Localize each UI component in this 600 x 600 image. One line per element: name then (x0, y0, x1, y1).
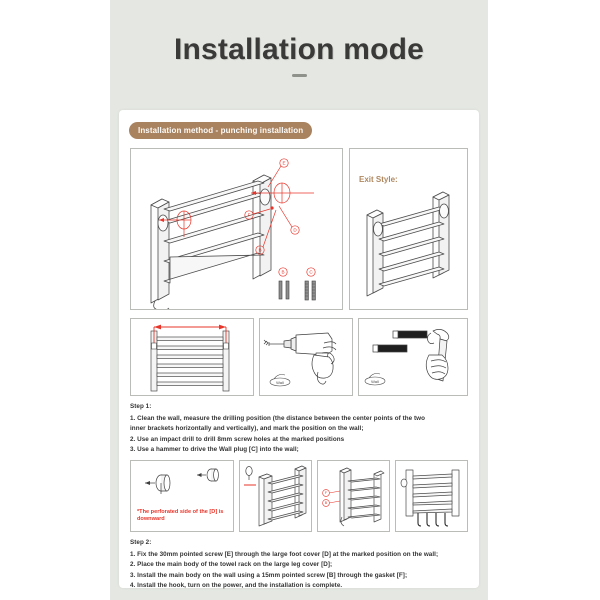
impact-drill-panel (259, 318, 353, 396)
part-label-B: B (281, 269, 285, 275)
callout-F: F (324, 491, 328, 496)
callout-E: E (282, 160, 286, 166)
step2-line-3: 3. Install the main body on the wall using a 15mm pointed screw [B] through the gasket [F]; (130, 571, 408, 579)
callout-F: F (247, 212, 251, 218)
hammer-plug-panel (358, 318, 468, 396)
step2-line-4: 4. Install the hook, turn on the power, and the installation is complete. (130, 582, 343, 589)
foot-cover-warning-text: *The perforated side of the [D] is downward (137, 508, 224, 523)
exit-style-panel (349, 148, 468, 310)
foot-cover-orientation-panel (130, 460, 234, 532)
page-header (110, 0, 488, 110)
callout-B: B (324, 501, 328, 506)
mount-main-body-panel (317, 460, 390, 532)
title-divider (292, 74, 307, 77)
page-title: Installation mode (173, 33, 425, 66)
measure-spacing-panel (130, 318, 254, 396)
install-hook-panel (395, 460, 468, 532)
step1-line-2: inner brackets horizontally and vertically), and mark the position on the wall; (130, 425, 364, 432)
step1-line-3: 2. Use an impact drill to drill 8mm screw holes at the marked positions (130, 435, 345, 443)
step2-line-2: 2. Place the main body of the towel rack on the large leg cover [D]; (130, 561, 333, 568)
fix-foot-cover-panel (239, 460, 312, 532)
step1-text (130, 402, 475, 456)
wall-label: Wall (371, 378, 379, 384)
step1-heading: Step 1: (130, 403, 152, 410)
wall-label: Wall (276, 379, 284, 385)
step2-line-1: 1. Fix the 30mm pointed screw [E] through the large foot cover [D] at the marked position on the wall; (130, 550, 439, 558)
callout-D: D (293, 227, 297, 233)
step1-line-1: 1. Clean the wall, measure the drilling position (the distance between the center points of the two (130, 414, 425, 422)
step2-text (130, 538, 475, 592)
step2-heading: Step 2: (130, 539, 152, 546)
callout-B: B (258, 247, 262, 253)
exit-style-label: Exit Style: (359, 175, 398, 184)
step1-line-4: 3. Use a hammer to drive the Wall plug [C] into the wall; (130, 446, 299, 453)
instruction-card (119, 110, 479, 588)
part-label-C: C (309, 269, 313, 275)
exploded-assembly-panel (130, 148, 343, 310)
method-badge: Installation method - punching installation (129, 122, 312, 139)
